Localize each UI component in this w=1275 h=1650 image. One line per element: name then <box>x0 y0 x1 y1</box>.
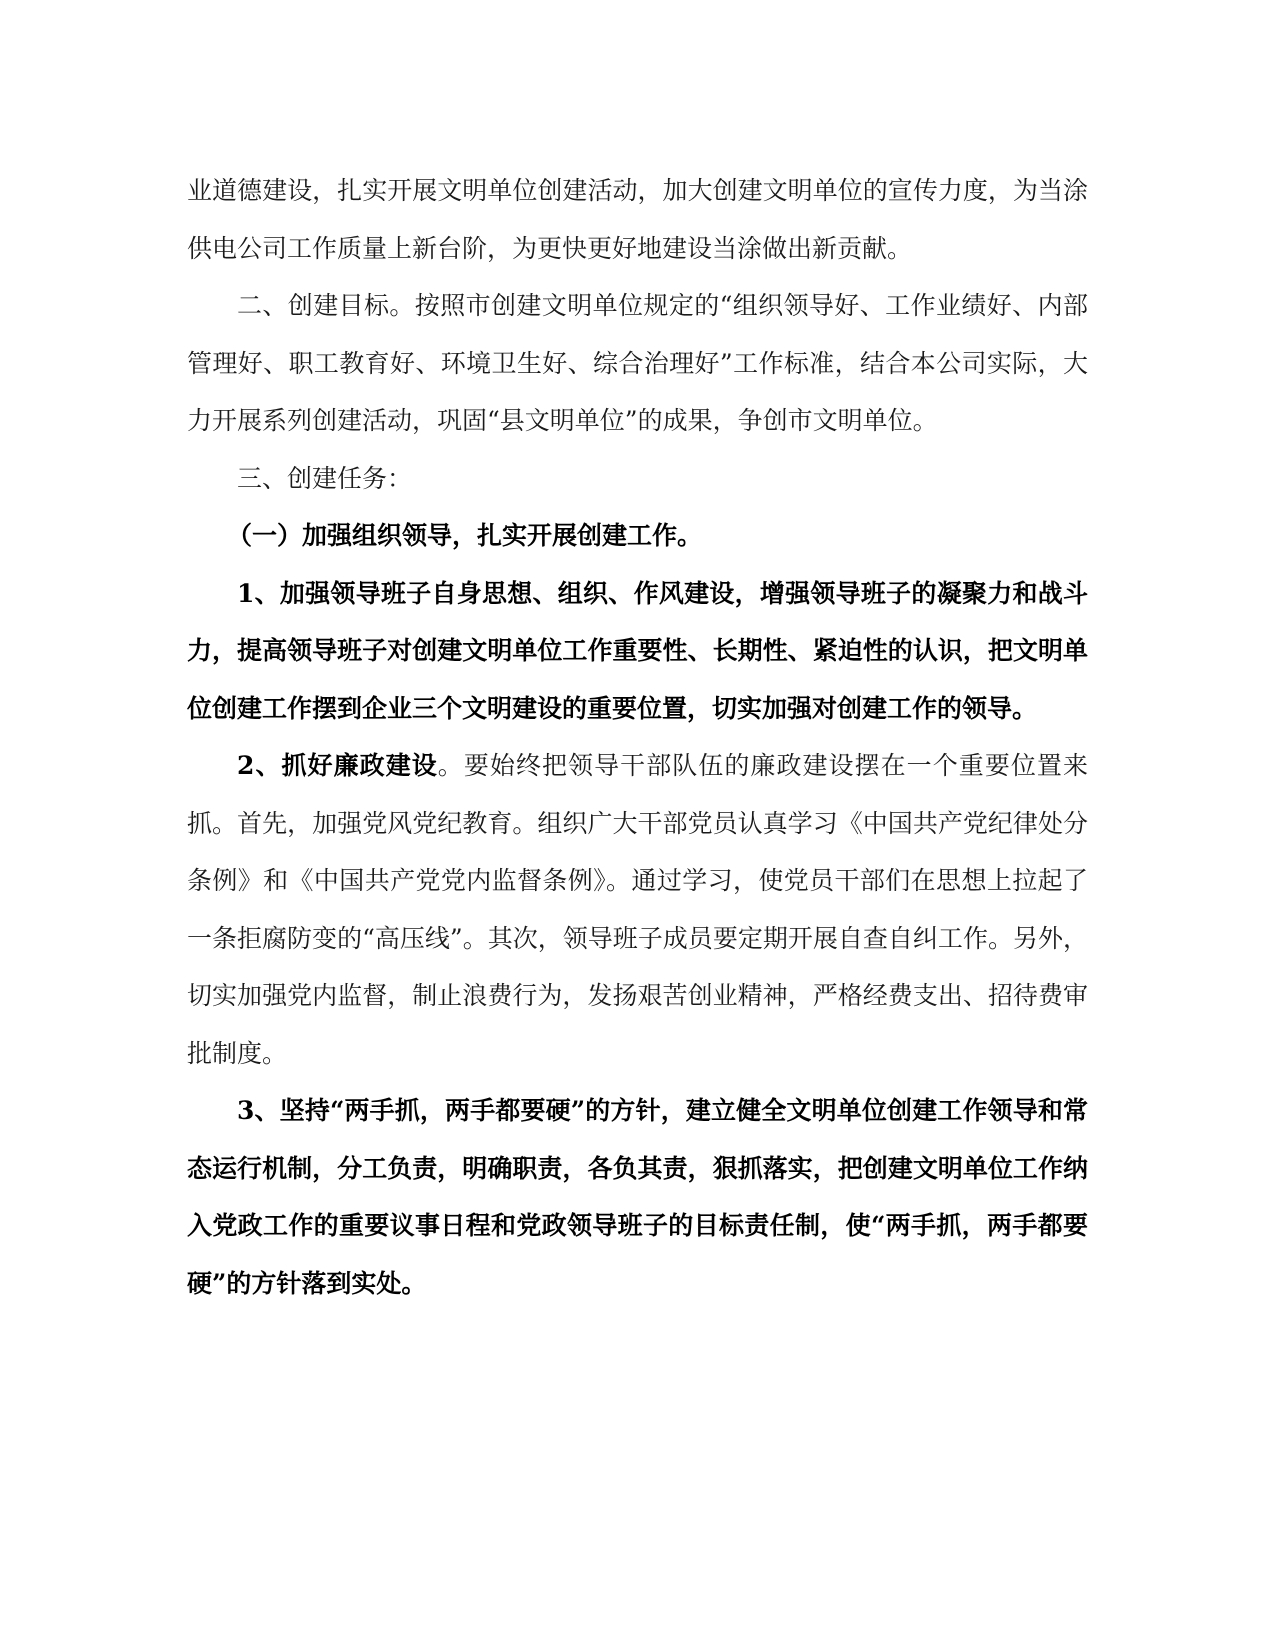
paragraph-goal <box>187 277 1088 450</box>
paragraph-continuation <box>187 162 1088 277</box>
paragraph-item-3 <box>187 1082 1088 1312</box>
paragraph-text: 1、加强领导班子自身思想、组织、作风建设，增强领导班子的凝聚力和战斗力，提高领导班子对创建文明单位工作重要性、长期性、紧迫性的认识，把文明单位创建工作摆到企业三个文明建设的重要位置，切实加强对创建工作的领导。 <box>187 578 1088 723</box>
paragraph-text: 业道德建设，扎实开展文明单位创建活动，加大创建文明单位的宣传力度，为当涂供电公司工作质量上新台阶，为更快更好地建设当涂做出新贡献。 <box>187 176 1088 263</box>
paragraph-item-2 <box>187 737 1088 1082</box>
paragraph-text: 三、创建任务： <box>237 463 413 493</box>
paragraph-text: 二、创建目标。按照市创建文明单位规定的“组织领导好、工作业绩好、内部管理好、职工教育好、环境卫生好、综合治理好”工作标准，结合本公司实际，大力开展系列创建活动，巩固“县文明单位”的成果，争创市文明单位。 <box>187 291 1088 435</box>
paragraph-tasks-heading <box>187 450 1088 508</box>
document-body <box>187 162 1088 1312</box>
section-heading-leadership <box>187 507 1088 565</box>
paragraph-lead: 2、抓好廉政建设 <box>237 751 438 780</box>
paragraph-item-1 <box>187 565 1088 738</box>
paragraph-text: 。要始终把领导干部队伍的廉政建设摆在一个重要位置来抓。首先，加强党风党纪教育。组织广大干部党员认真学习《中国共产党纪律处分条例》和《中国共产党党内监督条例》。通过学习，使党员干部们在思想上拉起了一条拒腐防变的“高压线”。其次，领导班子成员要定期开展自查自纠工作。另外，切实加强党内监督，制止浪费行为，发扬艰苦创业精神，严格经费支出、招待费审批制度。 <box>187 751 1088 1068</box>
paragraph-text: 3、坚持“两手抓，两手都要硬”的方针，建立健全文明单位创建工作领导和常态运行机制，分工负责，明确职责，各负其责，狠抓落实，把创建文明单位工作纳入党政工作的重要议事日程和党政领导班子的目标责任制，使“两手抓，两手都要硬”的方针落到实处。 <box>187 1096 1088 1298</box>
section-heading-text: （一）加强组织领导，扎实开展创建工作。 <box>227 521 703 550</box>
